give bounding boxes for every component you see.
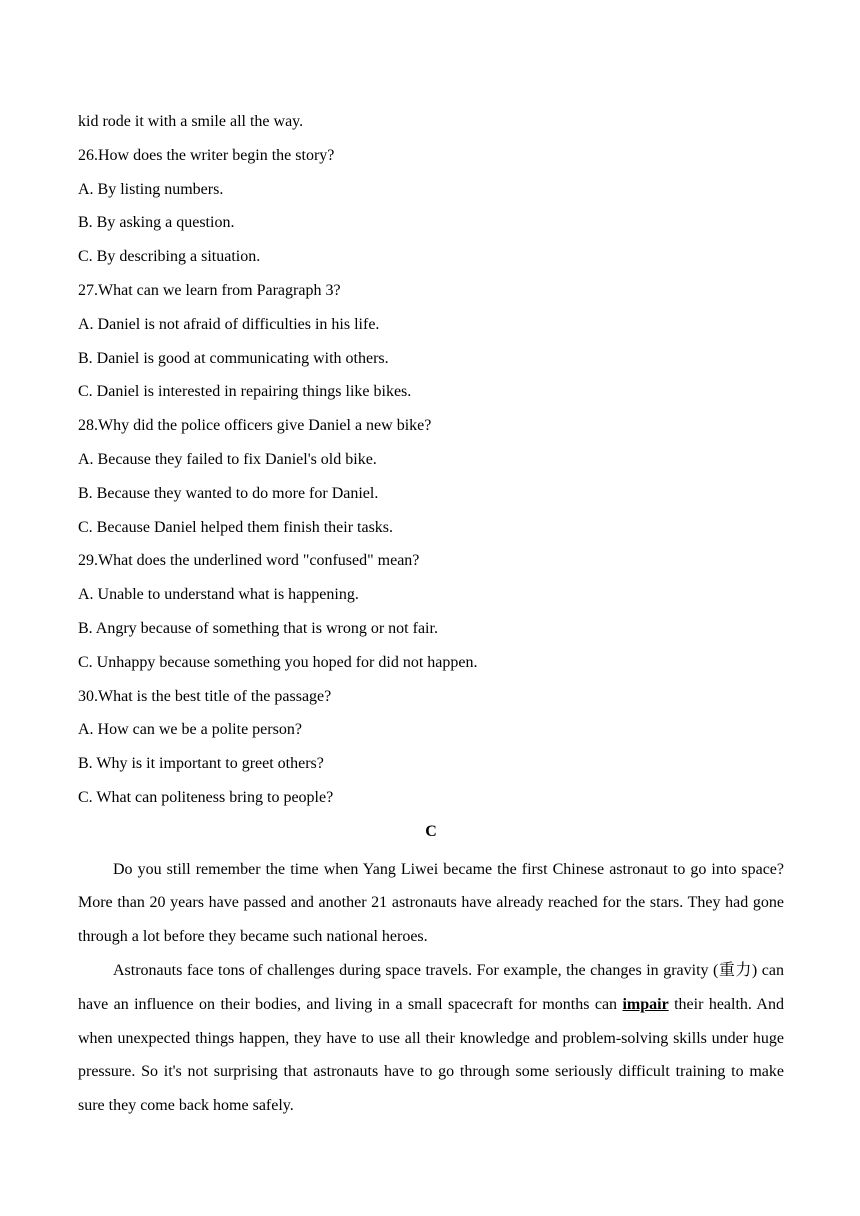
question-27-option-c: C. Daniel is interested in repairing things like bikes.	[78, 383, 412, 401]
passage-carryover-line: kid rode it with a smile all the way.	[78, 113, 304, 130]
question-29-option-b: B. Angry because of something that is wrong or not fair.	[78, 619, 438, 637]
question-28-option-b: B. Because they wanted to do more for Daniel.	[78, 484, 379, 502]
document-page	[78, 109, 784, 1123]
paragraph-2-text-start: Astronauts face tons of challenges during space travels. For example, the changes in gravity (重力) can have an influence on their bodies, and living in a small spacecraft for months can	[78, 961, 784, 1013]
question-30: 30.What is the best title of the passage?	[78, 687, 332, 705]
section-heading: C	[425, 822, 437, 840]
question-27: 27.What can we learn from Paragraph 3?	[78, 281, 341, 299]
question-27-option-b: B. Daniel is good at communicating with others.	[78, 349, 389, 367]
question-26: 26.How does the writer begin the story?	[78, 146, 335, 164]
question-30-option-a: A. How can we be a polite person?	[78, 721, 302, 739]
paragraph-2-text-end: their health. And when unexpected things happen, they have to use all their knowledge and problem-solving skills under huge pressure. So it's not surprising that astronauts have to go through some seriously difficult training to make sure they come back home safely.	[78, 995, 784, 1115]
question-30-option-b: B. Why is it important to greet others?	[78, 755, 324, 773]
question-28: 28.Why did the police officers give Daniel a new bike?	[78, 417, 432, 435]
passage-paragraph-1: Do you still remember the time when Yang Liwei became the first Chinese astronaut to go into space? More than 20 years have passed and another 21 astronauts have already reached for the stars. They had gone through a lot before they became such national heroes.	[78, 860, 784, 946]
question-26-option-b: B. By asking a question.	[78, 214, 235, 232]
passage-paragraph-2	[78, 954, 784, 1123]
underlined-vocabulary-word: impair	[622, 995, 669, 1013]
question-29-option-c: C. Unhappy because something you hoped for did not happen.	[78, 653, 478, 671]
question-29: 29.What does the underlined word "confused" mean?	[78, 552, 420, 570]
question-28-option-a: A. Because they failed to fix Daniel's old bike.	[78, 450, 377, 468]
question-28-option-c: C. Because Daniel helped them finish their tasks.	[78, 518, 394, 536]
question-26-option-c: C. By describing a situation.	[78, 248, 261, 266]
question-27-option-a: A. Daniel is not afraid of difficulties in his life.	[78, 315, 380, 333]
question-26-option-a: A. By listing numbers.	[78, 180, 224, 198]
question-30-option-c: C. What can politeness bring to people?	[78, 788, 334, 806]
question-29-option-a: A. Unable to understand what is happening.	[78, 586, 359, 604]
